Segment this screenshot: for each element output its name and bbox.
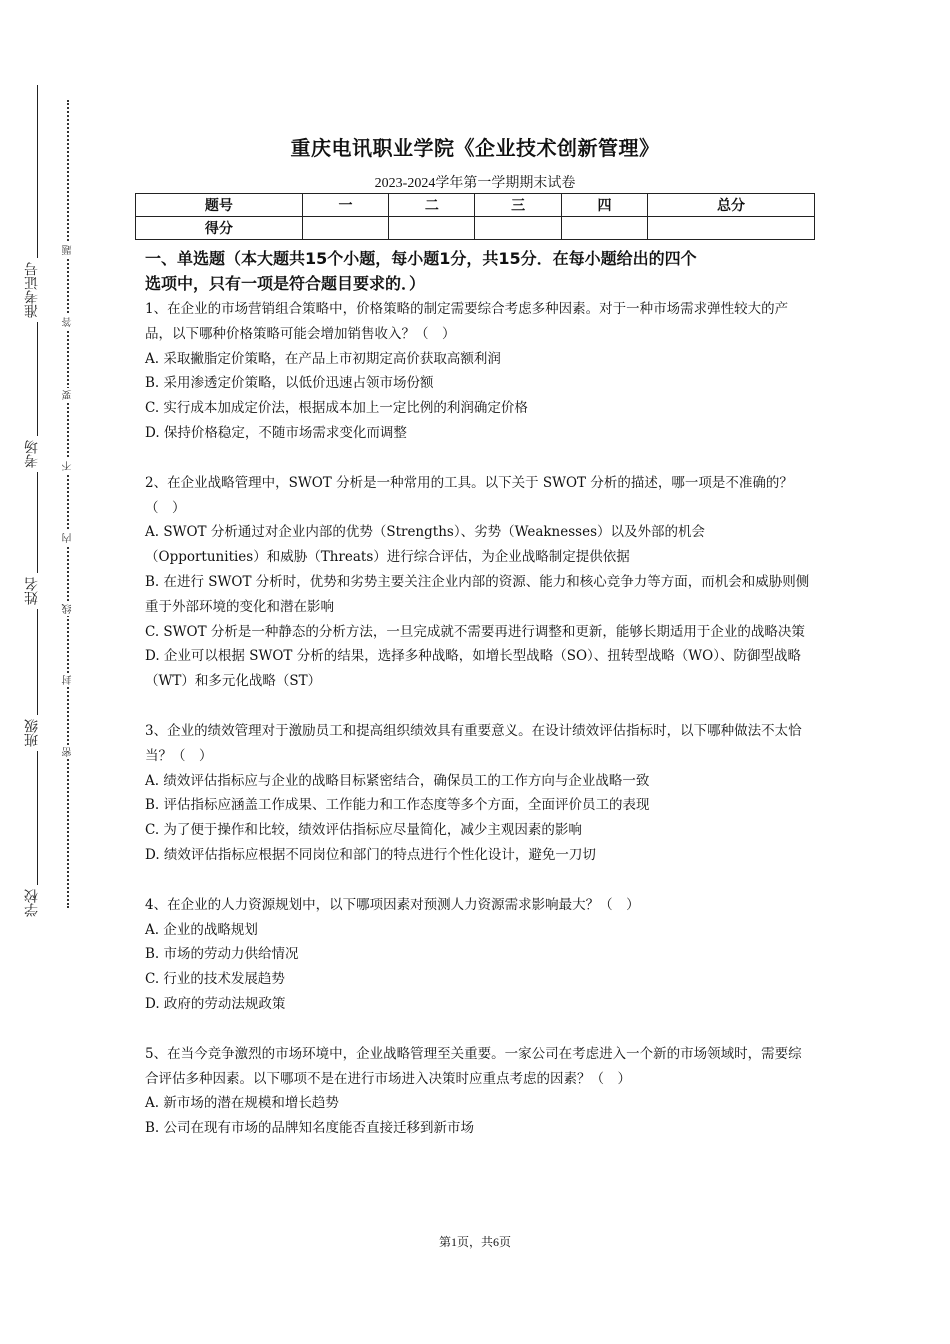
question-option: A. 采取撇脂定价策略，在产品上市初期定高价获取高额利润 (145, 350, 501, 367)
section-heading-line: 选项中，只有一项是符合题目要求的．） (145, 274, 426, 293)
seal-char: 题 (63, 245, 74, 255)
question-option: B. 采用渗透定价策略，以低价迅速占领市场份额 (145, 375, 434, 392)
question-stem: 5、在当今竞争激烈的市场环境中，企业战略管理至关重要。一家公司在考虑进入一个新的市场领域时，需要综合评估多种因素。以下哪项不是在进行市场进入决策时应重点考虑的因素？（ ） (145, 1045, 802, 1087)
question-stem: 3、企业的绩效管理对于激励员工和提高组织绩效具有重要意义。在设计绩效评估指标时，以下哪种做法不太恰当？（ ） (145, 722, 802, 764)
score-cell: 四 (561, 194, 647, 217)
exam-subtitle: 2023-2024学年第一学期期末试卷 (374, 176, 576, 191)
question-option: C. 行业的技术发展趋势 (145, 971, 285, 988)
score-input-cell (561, 217, 647, 240)
question-option: A. 新市场的潜在规模和增长趋势 (145, 1095, 339, 1112)
question-option: C. 实行成本加成定价法，根据成本加上一定比例的利润确定价格 (145, 400, 528, 417)
question-option: C. 为了便于操作和比较，绩效评估指标应尽量简化，减少主观因素的影响 (145, 822, 582, 839)
question-option: A. 绩效评估指标应与企业的战略目标紧密结合，确保员工的工作方向与企业战略一致 (145, 772, 650, 789)
score-input-cell (389, 217, 475, 240)
question-stem: 1、在企业的市场营销组合策略中，价格策略的制定需要综合考虑多种因素。对于一种市场需求弹性较大的产品，以下哪种价格策略可能会增加销售收入？（ ） (145, 301, 789, 342)
binding-line (37, 85, 38, 920)
score-table (135, 193, 815, 240)
question-option: A. 企业的战略规划 (145, 921, 258, 938)
class-label: 班级 (22, 715, 42, 751)
question-option: B. 评估指标应涵盖工作成果、工作能力和工作态度等多个方面，全面评价员工的表现 (145, 797, 650, 814)
score-cell: 题号 (136, 194, 303, 217)
question-option: D. 绩效评估指标应根据不同岗位和部门的特点进行个性化设计，避免一刀切 (145, 846, 596, 863)
score-table-score-row (136, 217, 815, 240)
question-option: D. 保持价格稳定，不随市场需求变化而调整 (145, 424, 407, 441)
name-label: 姓名 (22, 573, 42, 609)
question-option: B. 市场的劳动力供给情况 (145, 946, 299, 963)
score-input-cell (302, 217, 388, 240)
question-option: D. 政府的劳动法规政策 (145, 995, 286, 1012)
question-stem: 2、在企业战略管理中，SWOT 分析是一种常用的工具。以下关于 SWOT 分析的描述，哪一项是不准确的？（ ） (145, 474, 793, 516)
page-footer: 第1页，共6页 (438, 1235, 511, 1249)
question-option: A. SWOT 分析通过对企业内部的优势（Strengths）、劣势（Weaknesses）以及外部的机会（Opportunities）和威胁（Threats）进行综合评估，为企业战略制定提供依据 (145, 524, 706, 566)
seal-dotted-line (67, 100, 69, 908)
seal-char: 线 (63, 604, 74, 614)
seal-char: 内 (63, 533, 74, 543)
score-input-cell (648, 217, 815, 240)
exam-number-label: 准考证号 (22, 258, 42, 322)
score-table-header-row (136, 194, 815, 217)
score-cell: 三 (475, 194, 561, 217)
exam-room-label: 考场 (22, 436, 42, 472)
score-cell: 得分 (136, 217, 303, 240)
score-input-cell (475, 217, 561, 240)
question-option: B. 公司在现有市场的品牌知名度能否直接迁移到新市场 (145, 1120, 475, 1137)
exam-content (145, 246, 815, 1141)
score-cell: 一 (302, 194, 388, 217)
seal-char: 封 (63, 675, 74, 685)
score-cell: 总分 (648, 194, 815, 217)
section-heading-line: 一、单选题（本大题共15个小题，每小题1分，共15分．在每小题给出的四个 (145, 249, 697, 268)
seal-char: 答 (63, 317, 74, 327)
exam-title: 重庆电讯职业学院《企业技术创新管理》 (290, 136, 660, 160)
score-cell: 二 (389, 194, 475, 217)
section-heading (145, 246, 815, 296)
question-option: C. SWOT 分析是一种静态的分析方法，一旦完成就不需要再进行调整和更新，能够长期适用于企业的战略决策 (145, 623, 805, 640)
seal-char: 不 (63, 461, 74, 471)
seal-char: 要 (63, 390, 74, 400)
question-option: B. 在进行 SWOT 分析时，优势和劣势主要关注企业内部的资源、能力和核心竞争力等方面，而机会和威胁则侧重于外部环境的变化和潜在影响 (145, 573, 810, 615)
question-option: D. 企业可以根据 SWOT 分析的结果，选择多种战略，如增长型战略（SO）、扭转型战略（WO）、防御型战略（WT）和多元化战略（ST） (145, 648, 801, 690)
seal-char: 密 (63, 747, 74, 757)
school-label: 学校 (22, 885, 42, 921)
question-stem: 4、在企业的人力资源规划中，以下哪项因素对预测人力资源需求影响最大？（ ） (145, 896, 640, 913)
